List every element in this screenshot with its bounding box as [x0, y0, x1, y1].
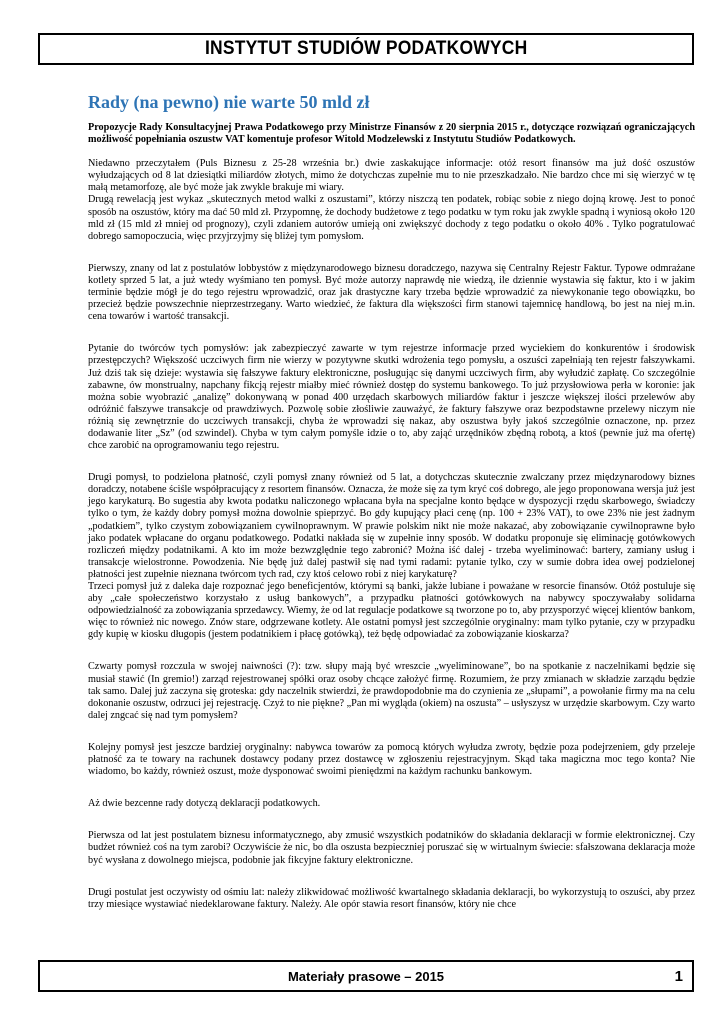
- paragraph: Kolejny pomysł jest jeszcze bardziej oryginalny: nabywca towarów za pomocą których wyłudza zwroty, będzie poza podejrzeniem, gdy przeleje płatność za te towary na rachunek dostawcy podany przez dostawcę w zgłoszeniu rejestracyjnym. Skąd taka magiczna moc tego konta? Nie wiadomo, bo każdy, również oszust, może dysponować swoimi pieniędzmi na każdym rachunku bankowym.: [88, 741, 695, 778]
- paragraph: Niedawno przeczytałem (Puls Biznesu z 25-28 września br.) dwie zaskakujące informacje: otóż resort finansów ma już dość oszustów wyłudzających od 8 lat dziesiątki miliardów złotych, mimo że dotychczas zupełnie mu to nie przeszkadzało. Nie bardzo chce mi się wierzyć w tę małą metamorfozę, ale być może jak zwykle brakuje mi wiary.: [88, 158, 695, 194]
- article-lead: Propozycje Rady Konsultacyjnej Prawa Podatkowego przy Ministrze Finansów z 20 sierpnia 2015 r., dotyczące rozwiązań ograniczających możliwość popełniania oszustw VAT komentuje profesor Witold Modzelewski z Instytutu Studiów Podatkowych.: [88, 122, 695, 146]
- institute-name: INSTYTUT STUDIÓW PODATKOWYCH: [204, 38, 528, 59]
- page-number: 1: [674, 967, 683, 985]
- article-body: [88, 122, 695, 911]
- paragraph: Aż dwie bezcenne rady dotyczą deklaracji podatkowych.: [88, 798, 321, 810]
- paragraph: Drugi postulat jest oczywisty od ośmiu lat: należy zlikwidować możliwość kwartalnego składania deklaracji, bo wykorzystują to oszuści, aby przez trzy miesiące wystawiać niedeklarowane faktury. Należy. Ale opór stawia resort finansów, który nie chce: [88, 886, 695, 910]
- article-title: Rady (na pewno) nie warte 50 mld zł: [88, 92, 370, 112]
- paragraph: Pierwsza od lat jest postulatem biznesu informatycznego, aby zmusić wszystkich podatników do składania deklaracji w formie elektronicznej. Czy budżet również coś na tym zarobi? Oczywiście że nic, bo dla oszusta bezpieczniej poruszać się w wirtualnym świecie: sfałszowana deklaracja może być wysłana z dowolnego miejsca, podobnie jak fikcyjne faktury elektroniczne.: [88, 830, 695, 866]
- paragraph: Pytanie do twórców tych pomysłów: jak zabezpieczyć zawarte w tym rejestrze informacje przed wyciekiem do konkurentów i środowisk przestępczych? Większość uczciwych firm nie wierzy w pozytywne skutki wdrożenia tego pomysłu, a oszuści zapełniają ten rejestr fałszywkami. Już dziś tak się dzieje: wystawia się fałszywe faktury elektroniczne, posługując się danymi uczciwych firm, aby wyłudzić zapłatę. Co szczególnie zabawne, ów monstrualny, napchany fikcją rejestr miałby mieć również dostęp do systemu bankowego. To już przysłowiowa perła w koronie: jak można sobie wyobrazić „analizę” dokonywaną w ponad 400 urzędach skarbowych miliardów faktur i jeszcze większej ilości przelewów aby odróżnić fałszywe transakcje od prawdziwych. Pozwolę sobie złośliwie zauważyć, że faktury fałszywe oraz bezpodstawne przelewy niczym nie różnią się zewnętrznie do uczciwych transakcji, chyba że wprowadzi się nakaz, aby oszustwa były jakoś szczególnie oznaczone, np. przez dodawanie liter „Sz” (od szwindel). Chyba w tym całym pomyśle idzie o to, aby zająć urzędników zbędną robotą, a ktoś (pewnie już ma ofertę) chce zarobić na oprogramowaniu tego rejestru.: [88, 343, 695, 452]
- paragraph: Pierwszy, znany od lat z postulatów lobbystów z międzynarodowego biznesu doradczego, nazywa się Centralny Rejestr Faktur. Typowe odmrażane kotlety sprzed 5 lat, a już wtedy wyśmiano ten pomysł. Być może autorzy naprawdę nie wiedzą, ile dziennie wystawia się faktur, kto i w jakim terminie będzie mógł je do tego rejestru wprowadzić, oraz jak drastyczne kary trzeba będzie wprowadzić za niewykonanie tego obowiązku, bo przecież będzie powszechnie nieprzestrzegany. Warto wiedzieć, że faktura dla większości firm stanowi tajemnicę handlową, bo jest na niej m.in. cena towarów i wartość transakcji.: [88, 262, 695, 323]
- paragraph: Trzeci pomysł już z daleka daje rozpoznać jego beneficjentów, którymi są banki, jakże lubiane i poważane w resorcie finansów. Otóż postuluje się aby „całe społeczeństwo korzystało z usług bankowych”, a przypadku płatności gotówkowych na nabywcy spoczywałaby solidarna odpowiedzialność za zobowiązania sprzedawcy. Wiemy, że od lat regulacje podatkowe są tworzone po to, aby przysporzyć więcej klientów bankom, więc to również nic nowego. Znów stare, odgrzewane kotlety. Ale ostatni pomysł jest szczególnie oryginalny: mam tylko pytanie, czy w przypadku gdy kupię w kiosku długopis (jestem podatnikiem i płacę gotówką), też będę odpowiadać za zobowiązanie kioskarza?: [88, 581, 695, 641]
- paragraph: Czwarty pomysł rozczula w swojej naiwności (?): tzw. słupy mają być wreszcie „wyeliminowane”, bo na spotkanie z naczelnikami będzie się musiał stawić (In gremio!) zarząd rejestrowanej spółki oraz osoby chcące założyć firmę. Rozumiem, że przy zmianach w składzie zarządu będzie tak samo. Dalej już zaczyna się groteska: gdy naczelnik stwierdzi, że prawdopodobnie ma do czynienia ze „słupami”, a powołanie firmy ma na celu dokonanie oszustw, odrzuci jej rejestrację. Czyż to nie piękne? „Pan mi wygląda (okiem) na oszusta” – usłyszysz w urzędzie skarbowym. Czy warto dalej zngcać się nad tym pomysłem?: [88, 661, 695, 721]
- footer-title: Materiały prasowe – 2015: [287, 968, 445, 984]
- paragraph: Drugi pomysł, to podzielona płatność, czyli pomysł znany również od 5 lat, a dotychczas skutecznie zwalczany przez międzynarodowy biznes doradczy, notabene ściśle współpracujący z resortem finansów. Oznacza, że może się za tym kryć coś dobrego, ale jego proponowana wersja już jest jego karykaturą. Bo sugestia aby kwota podatku naliczonego wpłacana była na specjalne konto będące w dyspozycji rzędu skarbowego, świadczy tylko o tym, że każdy dobry pomysł można dowolnie spieprzyć. Bo gdy kupujący płaci cenę (np. 100 + 23% VAT), to owe 23% nie jest żadnym „podatkiem”, tylko czystym zobowiązaniem cywilnoprawnym. W prawie polskim nikt nie może nakazać, aby zobowiązanie cywilnoprawne było jako podatek wpłacane do organu podatkowego. Podatki nakłada się w zupełnie inny sposób. W dodatku proponuje się eliminację gotówkowych rozliczeń między podatnikami. A kto im może bezwzględnie tego zabronić? Można iść dalej - trzeba wyeliminować: bartery, zamiany usług i transakcje wielostronne. Powodzenia. Nie będę już dalej pastwił się nad tymi radami: pytanie tylko, czy w sumie dobra idea owej podzielonej płatności jest zupełnie nieznana twórcom tych rad, czy ktoś celowo robi z niej karykaturę?: [88, 472, 695, 580]
- paragraph: Drugą rewelacją jest wykaz „skutecznych metod walki z oszustami”, którzy niszczą ten podatek, robiąc sobie z niego dojną krowę. Jest to ponoć sposób na oszustów, który ma dać 50 mld zł. Przypomnę, że dochody budżetowe z tego podatku w tym roku jak zwykle spadną i wyniosą około 120 mld zł (15 mld zł mniej od prognozy), czyli zdaniem autorów umieją oni zwiększyć dochody z tego podatku o około 40% . Tylko pogratulować dobrego samopoczucia, więc przyjrzyjmy się bliżej tym pomysłom.: [88, 194, 695, 242]
- footer-box: [38, 960, 694, 992]
- header-box: [38, 33, 694, 65]
